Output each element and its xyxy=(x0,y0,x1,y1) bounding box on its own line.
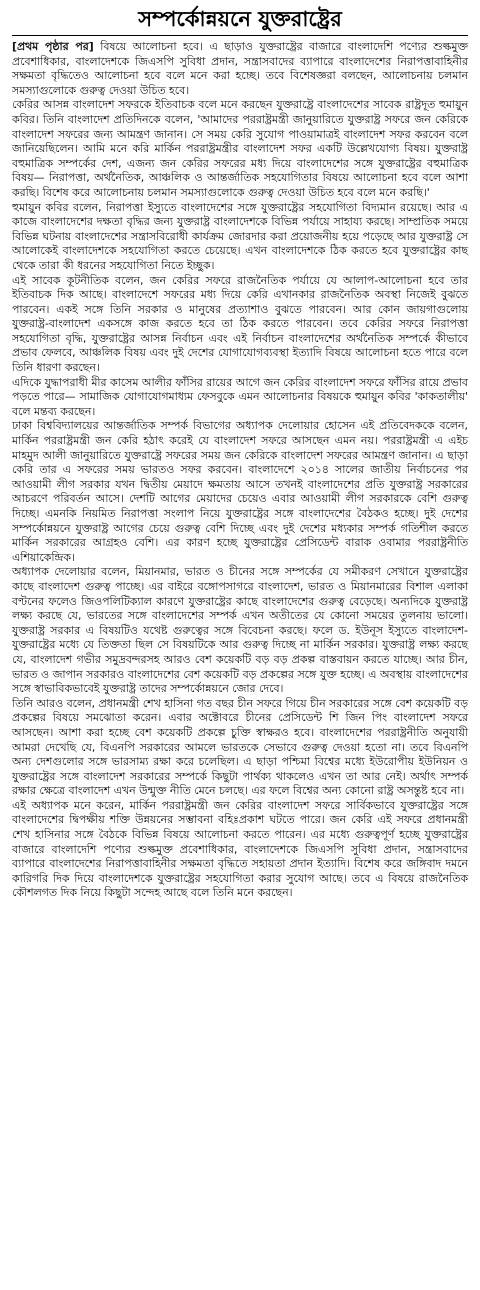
paragraph-4: এই সাবেক কূটনীতিক বলেন, জন কেরির সফরে রাজনৈতিক পর্যায়ে যে আলাপ-আলোচনা হবে তার ইতিবাচক দিক আছে। বাংলাদেশে সফরের মধ্য দিয়ে কেরি এখানকার রাজনৈতিক অবস্থা নিজেই বুঝতে পারবেন। একই সঙ্গে তিনি সরকার ও মানুষের প্রত্যাশাও বুঝতে পারবেন। আর কোন জায়গাগুলোয় যুক্তরাষ্ট্র-বাংলাদেশ একসঙ্গে কাজ করতে হবে তা ঠিক করতে পারবেন। তবে কেরির সফরে নিরাপত্তা সহযোগিতা বৃদ্ধি, যুক্তরাষ্ট্রের আসন্ন নির্বাচন এবং এই নির্বাচন বাংলাদেশের অর্থনৈতিক সম্পর্কে কীভাবে প্রভাব ফেলবে, আঞ্চলিক বিষয় এবং দুই দেশের যোগাযোগব্যবস্থা ইত্যাদি বিষয়ে আলোচনা হতে পারে বলে তিনি ধারণা করছেন। xyxy=(12,273,468,375)
paragraph-3: হুমায়ুন কবির বলেন, নিরাপত্তা ইস্যুতে বাংলাদেশের সঙ্গে যুক্তরাষ্ট্রের সহযোগিতা বিদ্যমান রয়েছে। আর এ কাজে বাংলাদেশের দক্ষতা বৃদ্ধির জন্য যুক্তরাষ্ট্র বাংলাদেশকে বিভিন্ন পর্যায়ে সাহায্য করছে। সাম্প্রতিক সময়ে বিভিন্ন ঘটনায় বাংলাদেশের সন্ত্রাসবিরোধী কার্যক্রম জোরদার করা প্রয়োজনীয় হয়ে পড়েছে আর যুক্তরাষ্ট্র সে আলোকেই বাংলাদেশকে সহযোগিতা করতে চেয়েছে। এখন বাংলাদেশকে ঠিক করতে হবে যুক্তরাষ্ট্রের কাছ থেকে তারা কী ধরনের সহযোগিতা নিতে ইচ্ছুক। xyxy=(12,200,468,272)
headline-rule xyxy=(12,35,468,36)
article-body xyxy=(12,40,468,901)
continuation-tag: [প্রথম পৃষ্ঠার পর] xyxy=(12,40,94,53)
article-headline: সম্পর্কোন্নয়নে যুক্তরাষ্ট্রের xyxy=(138,7,342,31)
paragraph-2: কেরির আসন্ন বাংলাদেশ সফরকে ইতিবাচক বলে মনে করছেন যুক্তরাষ্ট্রে বাংলাদেশের সাবেক রাষ্ট্রদূত হুমায়ুন কবির। তিনি বাংলাদেশ প্রতিদিনকে বলেন, 'আমাদের পররাষ্ট্রমন্ত্রী জানুয়ারিতে যুক্তরাষ্ট্র সফরে জন কেরিকে বাংলাদেশ সফরের জন্য আমন্ত্রণ জানান। সে সময় কেরি সুযোগ পাওয়ামাত্রই বাংলাদেশ সফর করবেন বলে জানিয়েছিলেন। আমি মনে করি মার্কিন পররাষ্ট্রমন্ত্রীর বাংলাদেশ সফর একটি উল্লেখযোগ্য বিষয়। যুক্তরাষ্ট্র বহুমাত্রিক সম্পর্কের দেশ, এজন্য জন কেরির সফরের মধ্য দিয়ে বাংলাদেশের সঙ্গে যুক্তরাষ্ট্রের বহুমাত্রিক বিষয়— নিরাপত্তা, অর্থনৈতিক, আঞ্চলিক ও আন্তর্জাতিক সহযোগিতার বিষয়ে আলোচনা হবে বলে আশা করছি। বিশেষ করে আলোচনায় চলমান সমস্যাগুলোকে গুরুত্ব দেওয়া উচিত হবে বলে মনে করছি।' xyxy=(12,98,468,199)
paragraph-text: বিষয়ে আলোচনা হবে। এ ছাড়াও যুক্তরাষ্ট্রের বাজারে বাংলাদেশি পণ্যের শুল্কমুক্ত প্রবেশাধিকার, বাংলাদেশকে জিএসপি সুবিধা প্রদান, সন্ত্রাসবাদের ব্যাপারে বাংলাদেশের নিরাপত্তাবাহিনীর সক্ষমতা বৃদ্ধিতেও আলোচনা হবে বলে মনে করা হচ্ছে। তবে বিশেষজ্ঞরা বলছেন, আলোচনায় চলমান সমস্যাগুলোকে গুরুত্ব দেওয়া উচিত হবে। xyxy=(12,40,468,97)
paragraph-5: এদিকে যুদ্ধাপরাধী মীর কাসেম আলীর ফাঁসির রায়ের আগে জন কেরির বাংলাদেশ সফরে ফাঁসির রায়ে প্রভাব পড়তে পারে— সামাজিক যোগাযোগমাধ্যম ফেসবুকে এমন আলোচনার বিষয়কে হুমায়ুন কবির 'কাকতালীয়' বলে মন্তব্য করছেন। xyxy=(12,375,468,418)
paragraph-1 xyxy=(12,40,468,98)
paragraph-7: অধ্যাপক দেলোয়ার বলেন, মিয়ানমার, ভারত ও চীনের সঙ্গে সম্পর্কের যে সমীকরণ সেখানে যুক্তরাষ্ট্রের কাছে বাংলাদেশ গুরুত্ব পাচ্ছে। এর বাইরে বঙ্গোপসাগরে বাংলাদেশ, ভারত ও মিয়ানমারের বিশাল এলাকা বণ্টনের ফলেও জিওপলিটিক্যাল কারণে যুক্তরাষ্ট্রের কাছে বাংলাদেশের গুরুত্ব বেড়েছে। অন্যদিকে যুক্তরাষ্ট্র লক্ষ্য করছে যে, ভারতের সঙ্গে বাংলাদেশের সম্পর্ক এখন অতীতের যে কোনো সময়ের তুলনায় ভালো। যুক্তরাষ্ট্র সরকার এ বিষয়টিও যথেষ্ট গুরুত্বের সঙ্গে বিবেচনা করছে। ফলে ড. ইউনূস ইস্যুতে বাংলাদেশ-যুক্তরাষ্ট্রের মধ্যে যে তিক্ততা ছিল সে বিষয়টিকে আর গুরুত্ব দিচ্ছে না মার্কিন সরকার। যুক্তরাষ্ট্র লক্ষ্য করছে যে, বাংলাদেশ গভীর সমুদ্রবন্দরসহ আরও বেশ কয়েকটি বড় বড় প্রকল্প বাস্তবায়ন করতে যাচ্ছে। আর চীন, ভারত ও জাপান সরকারও বাংলাদেশের বেশ কয়েকটি বড় প্রকল্পের সঙ্গে যুক্ত হচ্ছে। এ অবস্থায় বাংলাদেশের সঙ্গে স্বাভাবিকভাবেই যুক্তরাষ্ট্র তাদের সম্পর্কোন্নয়নে জোর দেবে। xyxy=(12,565,468,696)
paragraph-8: তিনি আরও বলেন, প্রধানমন্ত্রী শেখ হাসিনা গত বছর চীন সফরে গিয়ে চীন সরকারের সঙ্গে বেশ কয়েকটি বড় প্রকল্পের বিষয়ে সমঝোতা করেন। এবার অক্টোবরে চীনের প্রেসিডেন্ট শি জিন পিং বাংলাদেশ সফরে আসছেন। আশা করা হচ্ছে বেশ কয়েকটি প্রকল্পে চুক্তি স্বাক্ষরও হবে। বাংলাদেশের পররাষ্ট্রনীতি অনুযায়ী আমরা দেখেছি যে, বিএনপি সরকারের আমলে ভারতকে সেভাবে গুরুত্ব দেওয়া হতো না। তবে বিএনপি অন্য দেশগুলোর সঙ্গে ভারসাম্য রক্ষা করে চলেছিল। এ ছাড়া পশ্চিমা বিশ্বের মধ্যে ইউরোপীয় ইউনিয়ন ও যুক্তরাষ্ট্রের সঙ্গে বাংলাদেশ সরকারের সম্পর্কে কিছুটা পার্থক্য থাকলেও এখন তা আর নেই। অর্থাৎ সম্পর্ক রক্ষার ক্ষেত্রে বাংলাদেশ এখন উন্মুক্ত নীতি মেনে চলছে। এর ফলে বিশ্বের অন্য কোনো রাষ্ট্র অসন্তুষ্ট হবে না। xyxy=(12,696,468,798)
paragraph-9: এই অধ্যাপক মনে করেন, মার্কিন পররাষ্ট্রমন্ত্রী জন কেরির বাংলাদেশ সফরে সার্বিকভাবে যুক্তরাষ্ট্রের সঙ্গে বাংলাদেশের দ্বিপক্ষীয় শক্তি উন্নয়নের সম্ভাবনা বহিঃপ্রকাশ ঘটতে পারে। জন কেরি এই সফরে প্রধানমন্ত্রী শেখ হাসিনার সঙ্গে বৈঠকে বিভিন্ন বিষয়ে আলোচনা করতে পারেন। এর মধ্যে গুরুত্বপূর্ণ হচ্ছে যুক্তরাষ্ট্রের বাজারে বাংলাদেশি পণ্যের শুল্কমুক্ত প্রবেশাধিকার, বাংলাদেশকে জিএসপি সুবিধা প্রদান, সন্ত্রাসবাদের ব্যাপারে বাংলাদেশের নিরাপত্তাবাহিনীর সক্ষমতা বৃদ্ধিতে সহায়তা প্রদান ইত্যাদি। বিশেষ করে জঙ্গিবাদ দমনে কারিগরি দিক দিয়ে বাংলাদেশকে যুক্তরাষ্ট্রের সহযোগিতা করার সুযোগ আছে। তবে এ বিষয়ে রাজনৈতিক কৌশলগত দিক নিয়ে কিছুটা সন্দেহ আছে বলে তিনি মনে করছেন। xyxy=(12,798,468,900)
paragraph-6: ঢাকা বিশ্ববিদ্যালয়ের আন্তর্জাতিক সম্পর্ক বিভাগের অধ্যাপক দেলোয়ার হোসেন এই প্রতিবেদককে বলেন, মার্কিন পররাষ্ট্রমন্ত্রী জন কেরি হঠাৎ করেই যে বাংলাদেশ সফরে আসছেন এমন নয়। পররাষ্ট্রমন্ত্রী এ এইচ মাহমুদ আলী জানুয়ারিতে যুক্তরাষ্ট্রে সফরের সময় জন কেরিকে বাংলাদেশ সফরের আমন্ত্রণ জানান। এ ছাড়া কেরি তার এ সফরের সময় ভারতও সফর করবেন। বাংলাদেশে ২০১৪ সালের জাতীয় নির্বাচনের পর আওয়ামী লীগ সরকার যখন দ্বিতীয় মেয়াদে ক্ষমতায় আসে তখনই বাংলাদেশের প্রতি যুক্তরাষ্ট্র সরকারের আচরণে পরিবর্তন আসে। দেশটি আগের মেয়াদের চেয়েও এবার আওয়ামী লীগ সরকারকে বেশি গুরুত্ব দিচ্ছে। এমনকি নিয়মিত নিরাপত্তা সংলাপ নিয়ে যুক্তরাষ্ট্রের সঙ্গে বাংলাদেশের বৈঠকও হচ্ছে। দুই দেশের সম্পর্কোন্নয়নে যুক্তরাষ্ট্র আগের চেয়ে গুরুত্ব বেশি দিচ্ছে এবং দুই দেশের মধ্যকার সম্পর্ক গতিশীল করতে মার্কিন সরকারের আগ্রহও বেশি। এর কারণ হচ্ছে যুক্তরাষ্ট্রের প্রেসিডেন্ট বারাক ওবামার পররাষ্ট্রনীতি এশিয়াকেন্দ্রিক। xyxy=(12,419,468,564)
